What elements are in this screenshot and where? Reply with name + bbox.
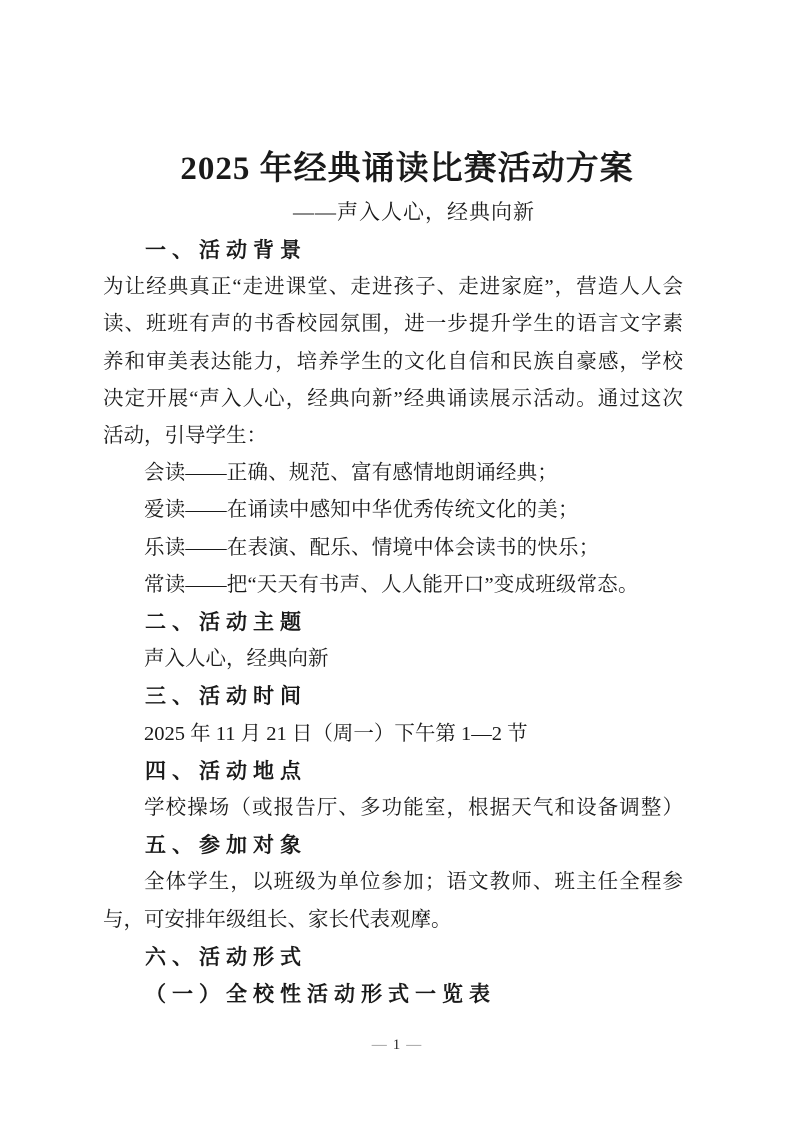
reading-goal-line: 爱读——在诵读中感知中华优秀传统文化的美； — [144, 499, 579, 522]
reading-goal-line: 常读——把“天天有书声、人人能开口”变成班级常态。 — [144, 573, 639, 596]
footer-dash: — — [406, 1037, 422, 1053]
reading-goal-line: 会读——正确、规范、富有感情地朗诵经典； — [144, 462, 558, 485]
reading-goal-line: 乐读——在表演、配乐、情境中体会读书的快乐； — [144, 536, 600, 559]
background-paragraph-line: 决定开展“声入人心，经典向新”经典诵读展示活动。通过这次 — [103, 387, 683, 410]
document-subtitle: ——声入人心，经典向新 — [293, 200, 535, 224]
background-paragraph-line: 为让经典真正“走进课堂、走进孩子、走进家庭”，营造人人会 — [103, 276, 683, 299]
background-paragraph-line: 读、班班有声的书香校园氛围，进一步提升学生的语言文字素 — [103, 313, 683, 336]
section-2-heading: 二、活动主题 — [145, 610, 307, 635]
document-content — [103, 146, 683, 1013]
footer-dash: — — [371, 1037, 387, 1053]
section-6-heading: 六、活动形式 — [145, 944, 307, 969]
document-title: 2025 年经典诵读比赛活动方案 — [180, 151, 634, 187]
subsection-heading: （一）全校性活动形式一览表 — [145, 982, 496, 1007]
background-paragraph-line: 活动，引导学生： — [103, 425, 267, 448]
section-4-heading: 四、活动地点 — [145, 758, 307, 783]
background-paragraph-line: 养和审美表达能力，培养学生的文化自信和民族自豪感，学校 — [103, 350, 683, 373]
participants-line: 与，可安排年级组长、家长代表观摩。 — [103, 908, 452, 931]
page-footer — [0, 1032, 793, 1058]
section-1-heading: 一、活动背景 — [145, 238, 307, 262]
location-text: 学校操场（或报告厅、多功能室，根据天气和设备调整） — [144, 797, 683, 820]
section-3-heading: 三、活动时间 — [145, 684, 307, 709]
footer-page-number: 1 — [392, 1037, 401, 1053]
section-5-heading: 五、参加对象 — [145, 833, 307, 858]
theme-text: 声入人心，经典向新 — [144, 648, 329, 671]
participants-line: 全体学生，以班级为单位参加；语文教师、班主任全程参 — [144, 871, 683, 894]
time-text: 2025 年 11 月 21 日（周一）下午第 1—2 节 — [144, 722, 528, 745]
